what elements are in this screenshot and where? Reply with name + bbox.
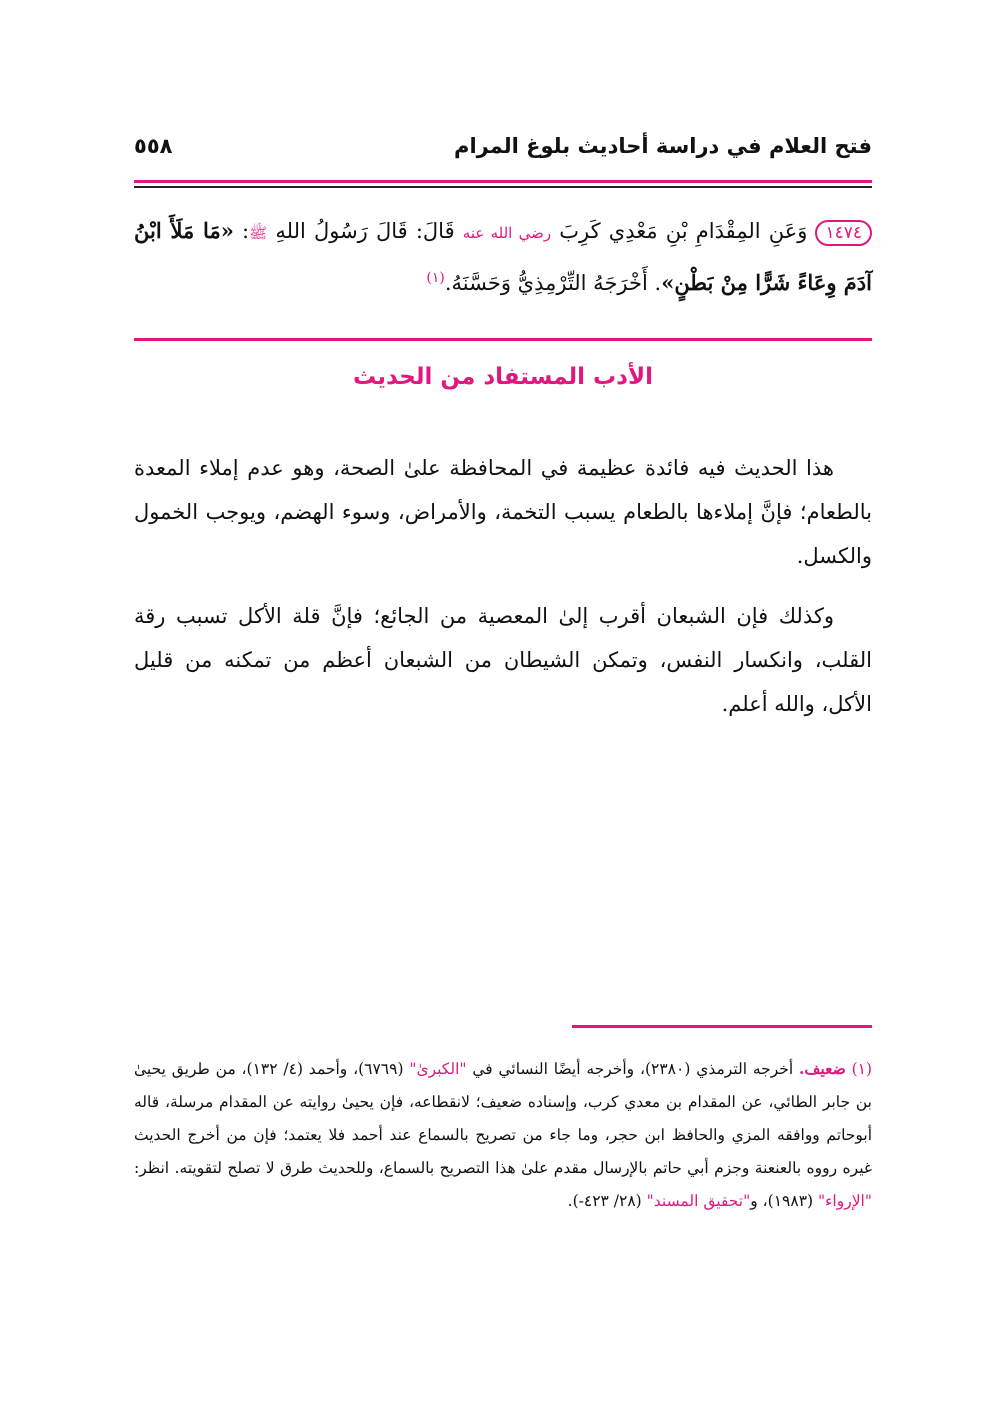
footnote-text-1: أخرجه الترمذي (٢٣٨٠)، وأخرجه أيضًا النسائي في <box>466 1060 794 1078</box>
footnote-text-3: (١٩٨٣)، و <box>750 1192 819 1210</box>
book-title: فتح العلام في دراسة أحاديث بلوغ المرام <box>454 134 872 158</box>
hadith-number-badge: ١٤٧٤ <box>815 220 872 246</box>
page-number: ٥٥٨ <box>134 134 173 158</box>
footnote-source-2: "الإرواء" <box>818 1192 872 1210</box>
footnote-source-3: "تحقيق المسند" <box>646 1192 751 1210</box>
paragraph-1: هذا الحديث فيه فائدة عظيمة في المحافظة علىٰ الصحة، وهو عدم إملاء المعدة بالطعام؛ فإنَّ إملاءها بالطعام يسبب التخمة، والأمراض، وسوء الهضم، ويوجب الخمول والكسل. <box>134 456 872 568</box>
header-rule-pink <box>134 180 872 183</box>
section-heading: الأدب المستفاد من الحديث <box>353 364 653 390</box>
footnote-grade: ضعيف. <box>798 1059 846 1078</box>
footnote <box>134 1052 872 1218</box>
body-text <box>134 446 872 742</box>
section-divider <box>134 338 872 341</box>
hadith-source: . أَخْرَجَهُ التِّرْمِذِيُّ وَحَسَّنَهُ. <box>444 271 662 295</box>
footnote-ref: (١) <box>426 270 445 286</box>
hadith-quote: «مَا مَلَأَ ابْنُ آدَمَ وِعَاءً شَرًّا مِنْ بَطْنٍ» <box>134 218 872 295</box>
footnote-source-1: "الكبرىٰ" <box>409 1060 467 1078</box>
footnote-number: (١) <box>851 1060 873 1078</box>
hadith-said: قَالَ: قَالَ رَسُولُ اللهِ <box>275 219 455 243</box>
honorific-companion: رضي الله عنه <box>462 224 552 242</box>
honorific-prophet: ﷺ <box>249 224 268 242</box>
header-rule-black <box>134 186 872 188</box>
footnote-rule <box>572 1025 872 1028</box>
footnote-text-4: (٢٨/ ٤٢٣-). <box>567 1192 647 1210</box>
running-header <box>134 128 872 172</box>
paragraph-2: وكذلك فإن الشبعان أقرب إلىٰ المعصية من الجائع؛ فإنَّ قلة الأكل تسبب رقة القلب، وانكسار النفس، وتمكن الشيطان من الشبعان أعظم من تمكنه من قليل الأكل، والله أعلم. <box>134 604 872 716</box>
hadith-intro: وَعَنِ المِقْدَامِ بْنِ مَعْدِي كَرِبَ <box>559 219 808 243</box>
hadith-text: ١٤٧٤وَعَنِ المِقْدَامِ بْنِ مَعْدِي كَرِبَ رضي الله عنه قَالَ: قَالَ رَسُولُ اللهِ ﷺ: «مَا مَلَأَ ابْنُ آدَمَ وِعَاءً شَرًّا مِنْ بَطْنٍ». أَخْرَجَهُ التِّرْمِذِيُّ وَحَسَّنَهُ.$^{(١)}$ <box>134 218 872 295</box>
footnote-text-2: (٦٧٦٩)، وأحمد (٤/ ١٣٢)، من طريق يحيىٰ بن جابر الطائي، عن المقدام بن معدي كرب، وإسناده ضعيف؛ لانقطاعه، فإن يحيىٰ روايته عن المقدام مرسلة، قاله أبوحاتم ووافقه المزي والحافظ ابن حجر، وما جاء من تصريح بالسماع عند أحمد فلا يعتمد؛ فإن من أخرج الحديث غيره رووه بالعنعنة وجزم أبي حاتم بالإرسال مقدم علىٰ هذا التصريح بالسماع، وللحديث طرق لا تصلح لتقويته. انظر: <box>134 1060 872 1177</box>
